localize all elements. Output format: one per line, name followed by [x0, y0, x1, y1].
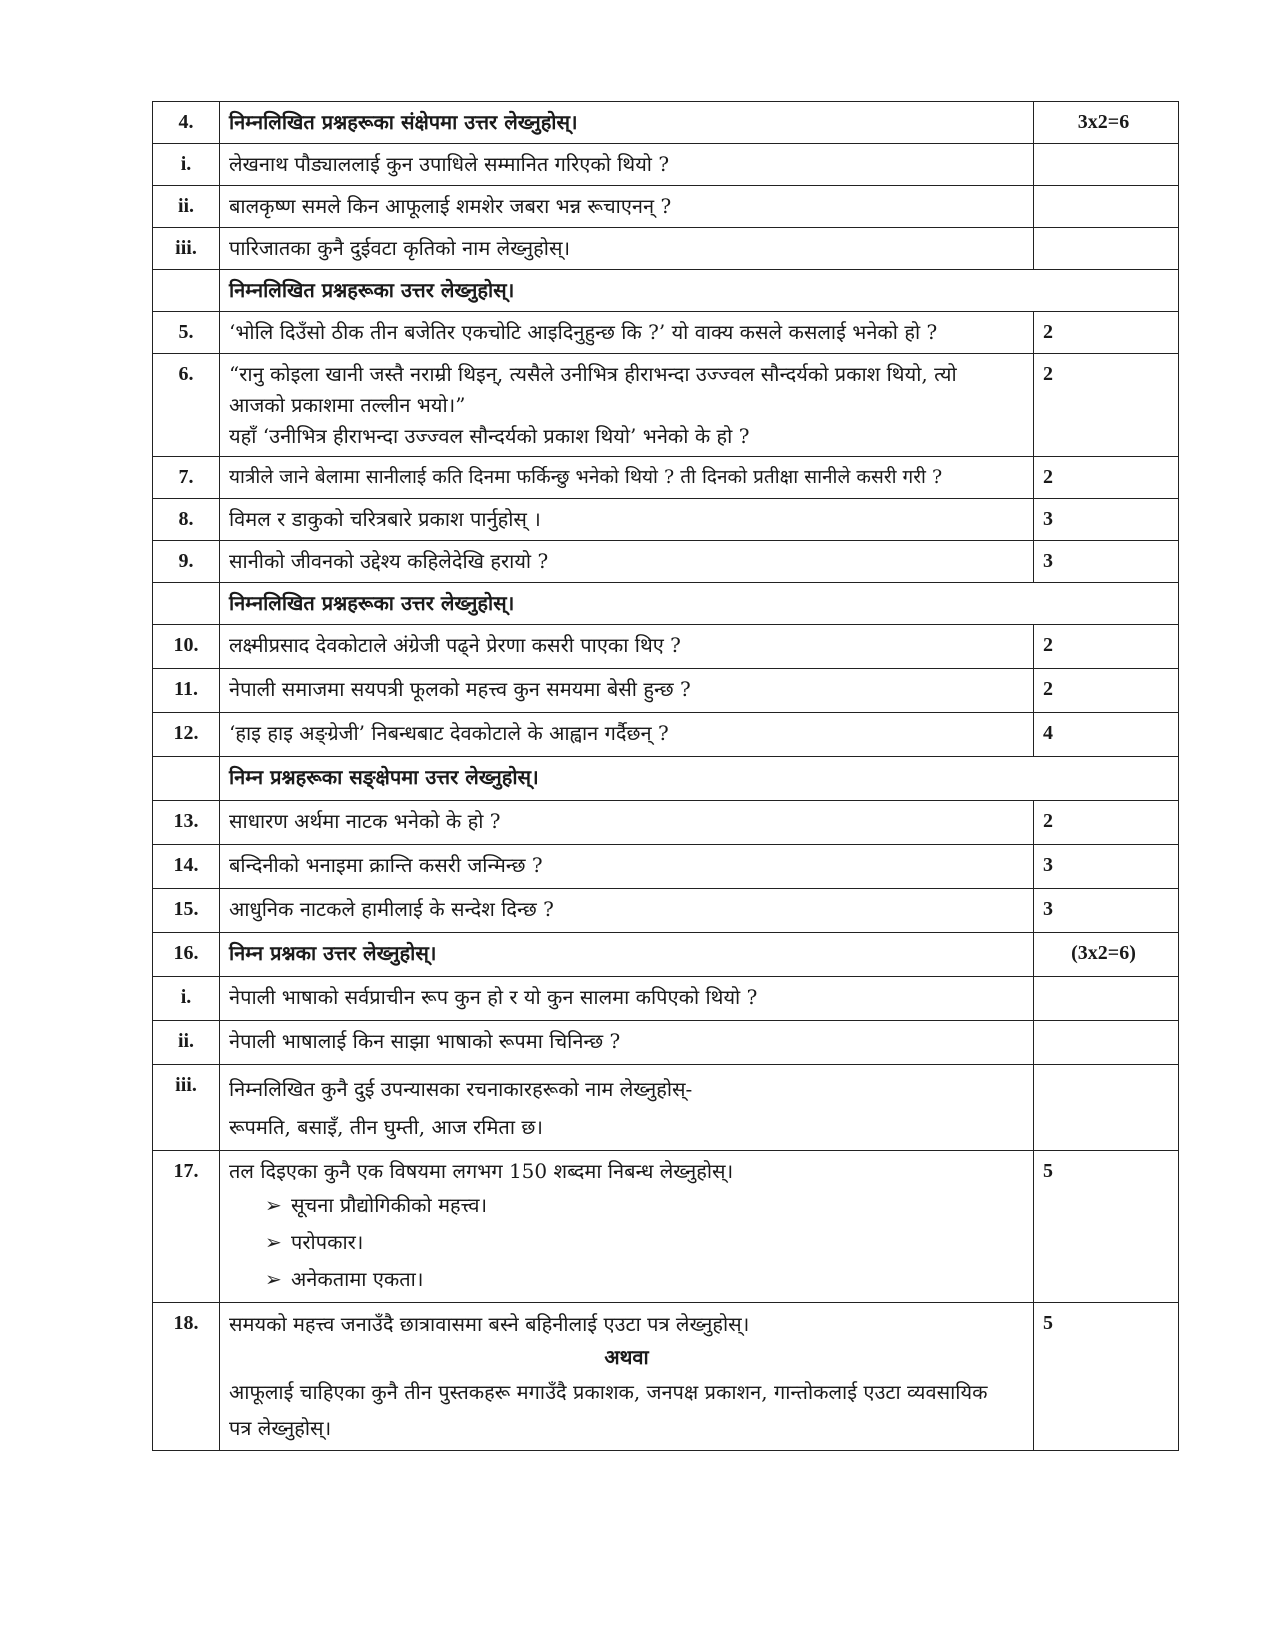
question-number: 15.: [153, 889, 220, 933]
empty-cell: [153, 583, 220, 625]
question-line: यहाँ ‘उनीभित्र हीराभन्दा उज्ज्वल सौन्दर्यको प्रकाश थियो’ भनेको के हो ?: [229, 424, 750, 448]
question-marks: [1034, 228, 1179, 270]
question-marks: [1034, 1021, 1179, 1065]
question-marks: 3: [1034, 499, 1179, 541]
question-text: नेपाली समाजमा सयपत्री फूलको महत्त्व कुन समयमा बेसी हुन्छ ?: [220, 669, 1034, 713]
question-text: यात्रीले जाने बेलामा सानीलाई कति दिनमा फर्किन्छु भनेको थियो ? ती दिनको प्रतीक्षा सानीले कसरी गरी ?: [220, 457, 1034, 499]
table-row: [153, 625, 1179, 669]
question-number: 14.: [153, 845, 220, 889]
question-number: 13.: [153, 801, 220, 845]
question-text: सानीको जीवनको उद्देश्य कहिलेदेखि हरायो ?: [220, 541, 1034, 583]
question-marks: [1034, 186, 1179, 228]
question-text: साधारण अर्थमा नाटक भनेको के हो ?: [220, 801, 1034, 845]
empty-cell: [153, 757, 220, 801]
question-number: 10.: [153, 625, 220, 669]
question-marks: 4: [1034, 713, 1179, 757]
question-text: [220, 1151, 1034, 1303]
question-number: 11.: [153, 669, 220, 713]
table-row: [153, 228, 1179, 270]
question-text: नेपाली भाषालाई किन साझा भाषाको रूपमा चिनिन्छ ?: [220, 1021, 1034, 1065]
question-marks: [1034, 144, 1179, 186]
question-number: 4.: [153, 102, 220, 144]
table-row: [153, 144, 1179, 186]
question-text: ‘हाइ हाइ अङ्ग्रेजी’ निबन्धबाट देवकोटाले के आह्वान गर्दैछन् ?: [220, 713, 1034, 757]
question-line: आजको प्रकाशमा तल्लीन भयो।”: [229, 393, 466, 417]
table-row: [153, 977, 1179, 1021]
question-text: [220, 1065, 1034, 1151]
question-number: 6.: [153, 354, 220, 457]
list-item: [265, 1261, 1024, 1298]
question-line: पत्र लेख्नुहोस्।: [229, 1416, 332, 1440]
question-number: i.: [153, 977, 220, 1021]
table-row: [153, 801, 1179, 845]
question-number: 18.: [153, 1303, 220, 1451]
question-text: नेपाली भाषाको सर्वप्राचीन रूप कुन हो र यो कुन सालमा कपिएको थियो ?: [220, 977, 1034, 1021]
question-number: iii.: [153, 228, 220, 270]
question-number: i.: [153, 144, 220, 186]
question-text: ‘भोलि दिउँसो ठीक तीन बजेतिर एकचोटि आइदिनुहुन्छ कि ?’ यो वाक्य कसले कसलाई भनेको हो ?: [220, 312, 1034, 354]
arrow-bullet-icon: ➢: [265, 1267, 282, 1291]
question-marks: [1034, 977, 1179, 1021]
section-heading: निम्नलिखित प्रश्नहरूका उत्तर लेख्नुहोस्।: [220, 270, 1179, 312]
arrow-bullet-icon: ➢: [265, 1193, 282, 1217]
question-line: तल दिइएका कुनै एक विषयमा लगभग 150 शब्दमा निबन्ध लेख्नुहोस्।: [229, 1159, 734, 1183]
question-marks: 2: [1034, 801, 1179, 845]
table-row: [153, 312, 1179, 354]
question-line: निम्नलिखित कुनै दुई उपन्यासका रचनाकारहरूको नाम लेख्नुहोस्-: [229, 1077, 693, 1101]
question-marks: 3: [1034, 889, 1179, 933]
question-marks: [1034, 1065, 1179, 1151]
arrow-bullet-icon: ➢: [265, 1230, 282, 1254]
question-marks: 2: [1034, 312, 1179, 354]
table-row: [153, 845, 1179, 889]
table-row: [153, 713, 1179, 757]
table-row: [153, 1151, 1179, 1303]
table-row: [153, 1303, 1179, 1451]
table-row: [153, 102, 1179, 144]
table-row: [153, 669, 1179, 713]
section-heading: निम्न प्रश्नहरूका सङ्क्षेपमा उत्तर लेख्नुहोस्।: [220, 757, 1179, 801]
question-number: ii.: [153, 186, 220, 228]
topic-label: परोपकार।: [291, 1230, 364, 1254]
section-heading-row: [153, 583, 1179, 625]
section-heading-row: [153, 270, 1179, 312]
question-text: लेखनाथ पौड्याललाई कुन उपाधिले सम्मानित गरिएको थियो ?: [220, 144, 1034, 186]
table-row: [153, 541, 1179, 583]
question-number: 5.: [153, 312, 220, 354]
question-marks: 2: [1034, 457, 1179, 499]
question-marks: 5: [1034, 1151, 1179, 1303]
topic-label: सूचना प्रौद्योगिकीको महत्त्व।: [291, 1193, 488, 1217]
list-item: [265, 1187, 1024, 1224]
question-marks: 3x2=6: [1034, 102, 1179, 144]
question-number: 17.: [153, 1151, 220, 1303]
question-text: [220, 1303, 1034, 1451]
question-marks: 3: [1034, 541, 1179, 583]
question-number: ii.: [153, 1021, 220, 1065]
question-marks: 5: [1034, 1303, 1179, 1451]
or-separator: अथवा: [604, 1345, 649, 1369]
question-table: [152, 101, 1179, 1451]
table-row: [153, 354, 1179, 457]
table-row: [153, 499, 1179, 541]
question-line: आफूलाई चाहिएका कुनै तीन पुस्तकहरू मगाउँदै प्रकाशक, जनपक्ष प्रकाशन, गान्तोकलाई एउटा व्यवसायिक: [229, 1380, 988, 1404]
question-number: 12.: [153, 713, 220, 757]
question-text: बन्दिनीको भनाइमा क्रान्ति कसरी जन्मिन्छ ?: [220, 845, 1034, 889]
question-line: रूपमति, बसाइँ, तीन घुम्ती, आज रमिता छ।: [229, 1115, 543, 1139]
question-text: आधुनिक नाटकले हामीलाई के सन्देश दिन्छ ?: [220, 889, 1034, 933]
question-sheet: [152, 101, 1178, 1451]
question-text: निम्नलिखित प्रश्नहरूका संक्षेपमा उत्तर लेख्नुहोस्।: [220, 102, 1034, 144]
question-marks: 2: [1034, 354, 1179, 457]
section-heading: निम्नलिखित प्रश्नहरूका उत्तर लेख्नुहोस्।: [220, 583, 1179, 625]
question-text: [220, 354, 1034, 457]
question-text: लक्ष्मीप्रसाद देवकोटाले अंग्रेजी पढ्ने प्रेरणा कसरी पाएका थिए ?: [220, 625, 1034, 669]
question-text: पारिजातका कुनै दुईवटा कृतिको नाम लेख्नुहोस्।: [220, 228, 1034, 270]
question-marks: 2: [1034, 669, 1179, 713]
question-number: 16.: [153, 933, 220, 977]
question-number: iii.: [153, 1065, 220, 1151]
section-heading-row: [153, 757, 1179, 801]
table-row: [153, 457, 1179, 499]
question-marks: 3: [1034, 845, 1179, 889]
table-row: [153, 933, 1179, 977]
question-text: बालकृष्ण समले किन आफूलाई शमशेर जबरा भन्न रूचाएनन् ?: [220, 186, 1034, 228]
table-row: [153, 1021, 1179, 1065]
question-marks: (3x2=6): [1034, 933, 1179, 977]
table-row: [153, 1065, 1179, 1151]
topic-list: [229, 1187, 1024, 1298]
question-number: 9.: [153, 541, 220, 583]
question-line: समयको महत्त्व जनाउँदै छात्रावासमा बस्ने बहिनीलाई एउटा पत्र लेख्नुहोस्।: [229, 1312, 750, 1336]
list-item: [265, 1224, 1024, 1261]
question-number: 8.: [153, 499, 220, 541]
table-row: [153, 889, 1179, 933]
topic-label: अनेकतामा एकता।: [291, 1267, 424, 1291]
empty-cell: [153, 270, 220, 312]
question-line: “रानु कोइला खानी जस्तै नराम्री थिइन्, त्यसैले उनीभित्र हीराभन्दा उज्ज्वल सौन्दर्यको प्रकाश थियो, त्यो: [229, 362, 957, 386]
table-row: [153, 186, 1179, 228]
question-marks: 2: [1034, 625, 1179, 669]
question-number: 7.: [153, 457, 220, 499]
question-text: निम्न प्रश्नका उत्तर लेख्नुहोस्।: [220, 933, 1034, 977]
question-text: विमल र डाकुको चरित्रबारे प्रकाश पार्नुहोस् ।: [220, 499, 1034, 541]
